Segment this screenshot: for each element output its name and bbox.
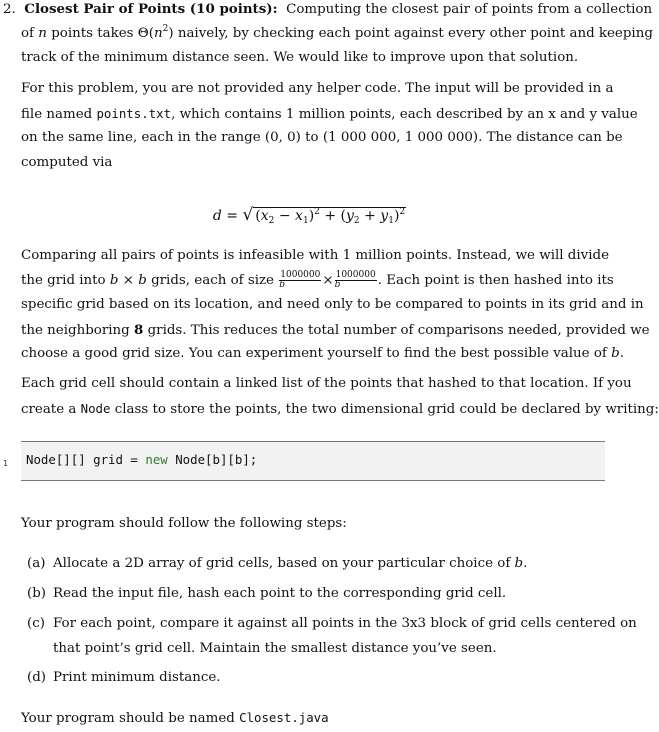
intro-line-1 [3, 0, 653, 22]
para4-line-2: create a Node class to store the points, the two dimensional grid could be declared by writing: [21, 400, 659, 417]
intro-continued [21, 22, 653, 71]
grid-size-fraction-2: $\frac{1000000}{b}$ [334, 269, 376, 290]
step-label: (c) [27, 616, 45, 631]
intro-line-3: track of the minimum distance seen. We would like to improve upon that solution. [21, 50, 579, 65]
para3-line-3: specific grid based on its location, and need only to be compared to points in its grid and in [21, 297, 644, 312]
code-listing [21, 441, 605, 481]
problem-number: 2. [3, 2, 16, 17]
problem-intro [3, 0, 653, 22]
step-label: (d) [27, 670, 47, 685]
code-keyword-new: new [145, 452, 168, 467]
step-text: Print minimum distance. [53, 670, 221, 685]
para2-line-1: For this problem, you are not provided any helper code. The input will be provided in a [21, 81, 614, 96]
para4-line-1: Each grid cell should contain a linked list of the points that hashed to that location. If you [21, 376, 632, 391]
step-text: For each point, compare it against all points in the 3x3 block of grid cells centered on [53, 616, 637, 631]
paragraph-linked-list [21, 372, 659, 421]
filename-closest: Closest.java [239, 710, 329, 725]
para3-line-2: the grid into b × b grids, each of size $\frac{1000000}{b}$ × $\frac{1000000}{b}$ . Each point is then hashed into its [21, 269, 614, 290]
para2-line-3: on the same line, each in the range (0, 0) to (1 000 000, 1 000 000). The distance can be [21, 130, 623, 145]
para3-line-4: the neighboring 8 grids. This reduces the total number of comparisons needed, provided we [21, 321, 650, 338]
paragraph-grid-description [21, 244, 650, 367]
node-class-name: Node [80, 400, 111, 416]
para3-line-5: choose a good grid size. You can experiment yourself to find the best possible value of b. [21, 346, 624, 361]
step-text: Allocate a 2D array of grid cells, based on your particular choice of b. [53, 556, 528, 571]
intro-line-2: of n points takes $\Theta(n^2)$ naively, by checking each point against every other point and keeping [21, 23, 653, 41]
intro-text-1: Computing the closest pair of points from a collection [286, 2, 653, 17]
problem-title: Closest Pair of Points (10 points): [24, 1, 278, 17]
distance-formula: d = √ $(x_2 - x_1)^2 + (y_2 + y_1)^2$ [212, 205, 406, 226]
grid-size-fraction: $\frac{1000000}{b}$ [279, 269, 321, 290]
filename-points: points.txt [96, 105, 172, 121]
para2-line-4: computed via [21, 154, 113, 170]
code-line-1: Node[][] grid = new Node[b][b]; [26, 452, 258, 467]
para2-line-2: file named points.txt, which contains 1 million points, each described by an x and y value [21, 105, 638, 122]
step-text: Read the input file, hash each point to the corresponding grid cell. [53, 586, 507, 601]
paragraph-input-description [21, 77, 638, 175]
code-line-number: 1 [3, 459, 8, 468]
steps-intro: Your program should follow the following steps: [21, 516, 347, 531]
step-label: (b) [27, 586, 47, 601]
step-label: (a) [27, 556, 46, 571]
program-name-requirement: Your program should be named Closest.java [21, 710, 329, 726]
para3-line-1: Comparing all pairs of points is infeasible with 1 million points. Instead, we will divide [21, 248, 609, 263]
step-text: that point’s grid cell. Maintain the smallest distance you’ve seen. [53, 640, 497, 656]
